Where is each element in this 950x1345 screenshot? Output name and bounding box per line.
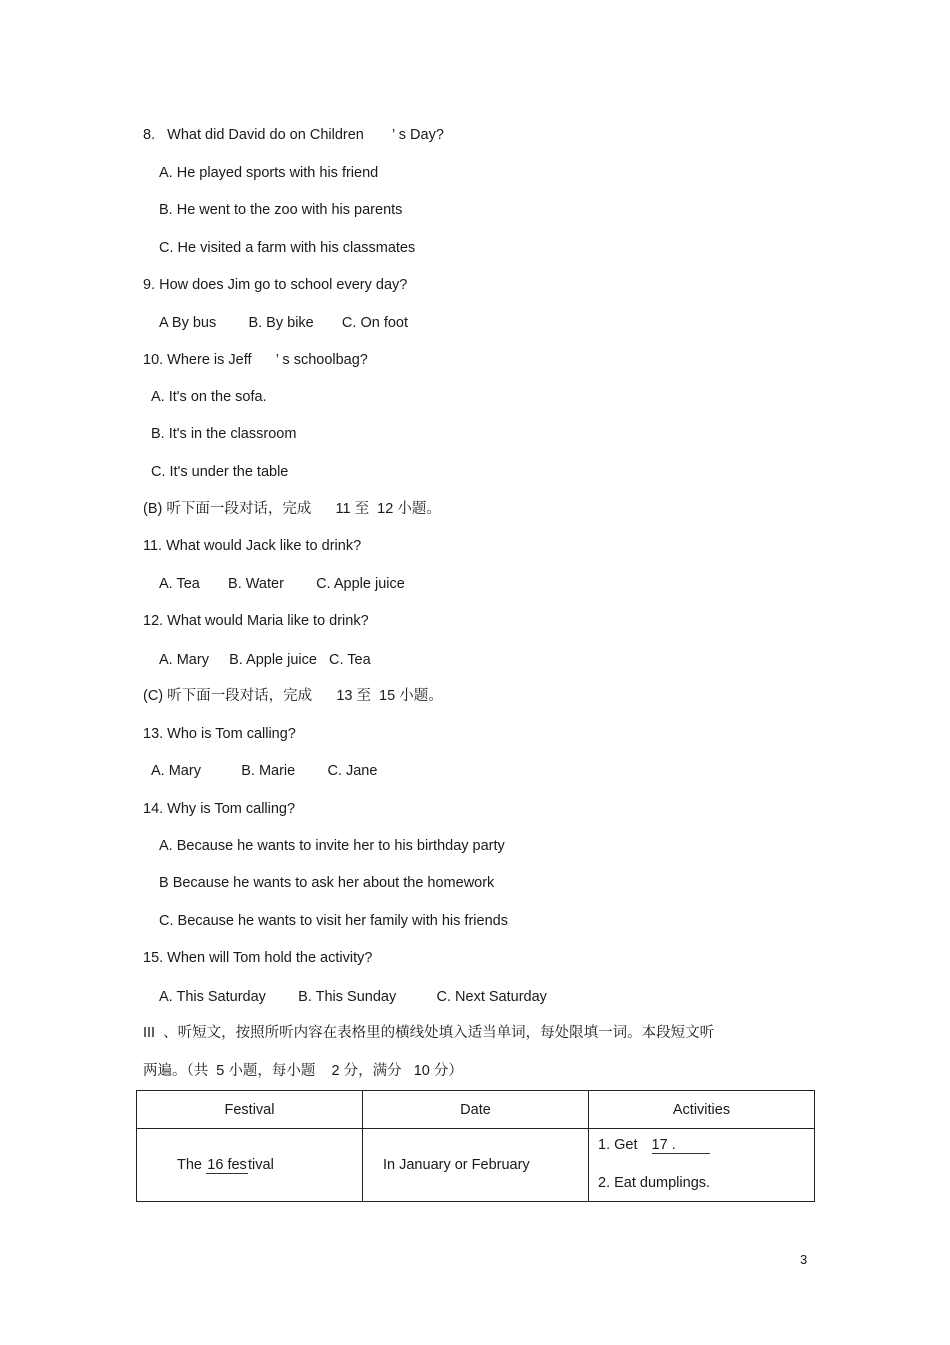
q8-option-c: C. He visited a farm with his classmates xyxy=(159,240,416,256)
question-11: 11. What would Jack like to drink? xyxy=(143,538,362,554)
section-b-heading: (B) 听下面一段对话，完成 11 至 12 小题。 xyxy=(143,501,441,517)
festival-prefix: The xyxy=(177,1156,202,1173)
question-10: 10. Where is Jeff ’ s schoolbag? xyxy=(143,352,368,368)
question-9: 9. How does Jim go to school every day? xyxy=(143,277,408,293)
activity-1-prefix: 1. Get xyxy=(598,1136,638,1153)
part-3-instruction-line1: III 、听短文，按照所听内容在表格里的横线处填入适当单词，每处限填一词。本段短文听 xyxy=(143,1025,715,1041)
blank-16: 16 fes xyxy=(207,1156,247,1173)
q8-option-a: A. He played sports with his friend xyxy=(159,165,379,181)
q10-option-c: C. It's under the table xyxy=(151,464,289,480)
q14-option-a: A. Because he wants to invite her to his birthday party xyxy=(159,838,505,854)
question-15: 15. When will Tom hold the activity? xyxy=(143,950,373,966)
cell-festival xyxy=(137,1129,363,1202)
q14-option-b: B Because he wants to ask her about the homework xyxy=(159,875,495,891)
part-3-instruction-line2: 两遍。（共 5 小题，每小题 2 分，满分 10 分） xyxy=(143,1063,463,1079)
q11-options: A. Tea B. Water C. Apple juice xyxy=(159,576,405,592)
activity-1 xyxy=(598,1136,814,1155)
q10-option-a: A. It's on the sofa. xyxy=(151,389,267,405)
question-12: 12. What would Maria like to drink? xyxy=(143,613,369,629)
question-14: 14. Why is Tom calling? xyxy=(143,801,296,817)
q8-option-b: B. He went to the zoo with his parents xyxy=(159,202,403,218)
festival-table xyxy=(136,1090,815,1202)
blank-17: 17 . xyxy=(652,1138,710,1154)
table-header-row xyxy=(137,1091,815,1129)
table-row xyxy=(137,1129,815,1202)
q10-option-b: B. It's in the classroom xyxy=(151,426,297,442)
festival-suffix: tival xyxy=(248,1156,274,1173)
q12-options: A. Mary B. Apple juice C. Tea xyxy=(159,652,371,668)
activity-2: 2. Eat dumplings. xyxy=(598,1174,711,1191)
question-8: 8. What did David do on Children ’ s Day? xyxy=(143,127,444,143)
question-13: 13. Who is Tom calling? xyxy=(143,726,296,742)
header-festival: Festival xyxy=(137,1091,363,1129)
cell-activities xyxy=(589,1129,815,1202)
cell-date: In January or February xyxy=(363,1129,589,1202)
q15-options: A. This Saturday B. This Sunday C. Next Saturday xyxy=(159,989,547,1005)
page-number: 3 xyxy=(800,1252,808,1267)
q13-options: A. Mary B. Marie C. Jane xyxy=(151,763,378,779)
header-date: Date xyxy=(363,1091,589,1129)
q14-option-c: C. Because he wants to visit her family with his friends xyxy=(159,913,508,929)
header-activities: Activities xyxy=(589,1091,815,1129)
q9-options: A By bus B. By bike C. On foot xyxy=(159,315,409,331)
section-c-heading: (C) 听下面一段对话，完成 13 至 15 小题。 xyxy=(143,688,443,704)
